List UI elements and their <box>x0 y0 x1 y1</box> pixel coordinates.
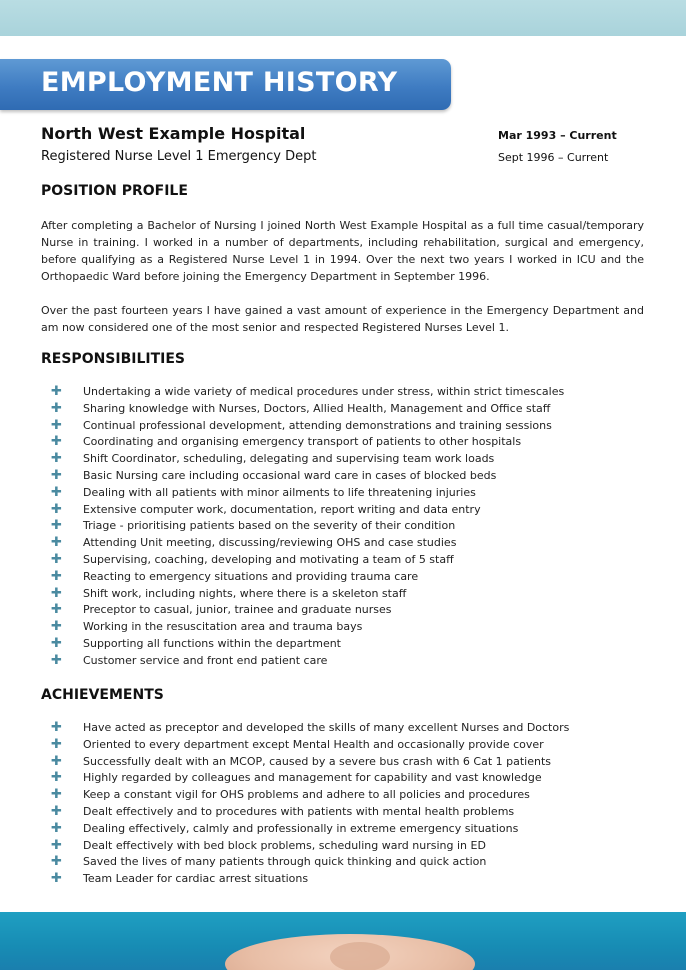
list-item-text: Successfully dealt with an MCOP, caused by a severe bus crash with 6 Cat 1 patients <box>83 754 552 768</box>
list-item <box>0 502 686 519</box>
list-item <box>0 401 686 418</box>
list-item-text: Shift work, including nights, where there is a skeleton staff <box>83 586 407 600</box>
plus-bullet-icon: ✚ <box>51 854 62 870</box>
list-item <box>0 619 686 636</box>
plus-bullet-icon: ✚ <box>51 820 62 836</box>
list-item-text: Customer service and front end patient care <box>83 653 328 667</box>
list-item <box>0 384 686 401</box>
employment-dates: Mar 1993 – Current <box>498 129 617 142</box>
list-item-text: Dealt effectively and to procedures with patients with mental health problems <box>83 804 515 818</box>
employer-name: North West Example Hospital <box>41 124 306 143</box>
list-item <box>0 602 686 619</box>
plus-bullet-icon: ✚ <box>51 871 62 887</box>
list-item-text: Shift Coordinator, scheduling, delegating and supervising team work loads <box>83 452 495 466</box>
profile-paragraph: Over the past fourteen years I have gained a vast amount of experience in the Emergency Department and am now considered one of the most senior and respected Registered Nurses Level 1. <box>41 304 644 334</box>
section-banner <box>0 59 451 110</box>
plus-bullet-icon: ✚ <box>51 753 62 769</box>
list-item-text: Highly regarded by colleagues and management for capability and vast knowledge <box>83 771 542 785</box>
job-role: Registered Nurse Level 1 Emergency Dept <box>41 149 317 164</box>
top-decorative-band <box>0 0 686 36</box>
plus-bullet-icon: ✚ <box>51 585 62 601</box>
list-item-text: Keep a constant vigil for OHS problems and adhere to all policies and procedures <box>83 788 530 802</box>
list-item-text: Basic Nursing care including occasional ward care in cases of blocked beds <box>83 468 497 482</box>
profile-paragraph: After completing a Bachelor of Nursing I joined North West Example Hospital as a full time casual/temporary Nurse in training. I worked in a number of departments, including rehabilitation, surgical and emergency, before qualifying as a Registered Nurse Level 1 in 1994. Over the next two years I worked in ICU and the Orthopaedic Ward before joining the Emergency Department in September 1996. <box>41 219 644 283</box>
plus-bullet-icon: ✚ <box>51 535 62 551</box>
list-item-text: Continual professional development, attending demonstrations and training sessions <box>83 418 552 432</box>
list-item-text: Oriented to every department except Mental Health and occasionally provide cover <box>83 737 544 751</box>
list-item <box>0 485 686 502</box>
list-item-text: Working in the resuscitation area and trauma bays <box>83 620 363 634</box>
plus-bullet-icon: ✚ <box>51 551 62 567</box>
plus-bullet-icon: ✚ <box>51 736 62 752</box>
list-item-text: Sharing knowledge with Nurses, Doctors, Allied Health, Management and Office staff <box>83 401 551 415</box>
responsibilities-heading: RESPONSIBILITIES <box>41 351 186 367</box>
list-item-text: Dealing with all patients with minor ailments to life threatening injuries <box>83 485 476 499</box>
list-item <box>0 770 686 787</box>
plus-bullet-icon: ✚ <box>51 417 62 433</box>
plus-bullet-icon: ✚ <box>51 400 62 416</box>
list-item-text: Dealing effectively, calmly and professionally in extreme emergency situations <box>83 821 519 835</box>
list-item <box>0 854 686 871</box>
achievements-list <box>0 720 686 888</box>
list-item-text: Have acted as preceptor and developed the skills of many excellent Nurses and Doctors <box>83 721 570 734</box>
plus-bullet-icon: ✚ <box>51 568 62 584</box>
list-item <box>0 804 686 821</box>
list-item <box>0 552 686 569</box>
list-item-text: Attending Unit meeting, discussing/reviewing OHS and case studies <box>83 536 457 550</box>
plus-bullet-icon: ✚ <box>51 837 62 853</box>
list-item <box>0 838 686 855</box>
list-item <box>0 653 686 670</box>
plus-bullet-icon: ✚ <box>51 770 62 786</box>
plus-bullet-icon: ✚ <box>51 484 62 500</box>
list-item-text: Dealt effectively with bed block problems, scheduling ward nursing in ED <box>83 838 486 852</box>
list-item <box>0 871 686 888</box>
list-item <box>0 787 686 804</box>
list-item-text: Reacting to emergency situations and providing trauma care <box>83 569 419 583</box>
role-dates: Sept 1996 – Current <box>498 151 609 164</box>
plus-bullet-icon: ✚ <box>51 602 62 618</box>
list-item <box>0 569 686 586</box>
list-item-text: Extensive computer work, documentation, report writing and data entry <box>83 502 481 516</box>
plus-bullet-icon: ✚ <box>51 803 62 819</box>
plus-bullet-icon: ✚ <box>51 434 62 450</box>
list-item <box>0 418 686 435</box>
plus-bullet-icon: ✚ <box>51 501 62 517</box>
list-item <box>0 720 686 737</box>
achievements-heading: ACHIEVEMENTS <box>41 687 164 703</box>
plus-bullet-icon: ✚ <box>51 635 62 651</box>
list-item <box>0 586 686 603</box>
list-item <box>0 518 686 535</box>
plus-bullet-icon: ✚ <box>51 652 62 668</box>
list-item-text: Undertaking a wide variety of medical procedures under stress, within strict timescales <box>83 385 565 398</box>
list-item <box>0 468 686 485</box>
plus-bullet-icon: ✚ <box>51 619 62 635</box>
list-item-text: Team Leader for cardiac arrest situations <box>83 872 309 886</box>
position-profile-heading: POSITION PROFILE <box>41 183 188 199</box>
banner-title: EMPLOYMENT HISTORY <box>41 67 398 98</box>
list-item <box>0 535 686 552</box>
list-item <box>0 451 686 468</box>
plus-bullet-icon: ✚ <box>51 518 62 534</box>
plus-bullet-icon: ✚ <box>51 467 62 483</box>
list-item-text: Triage - prioritising patients based on the severity of their condition <box>83 519 456 533</box>
plus-bullet-icon: ✚ <box>51 720 62 735</box>
footer-hands-image <box>0 912 686 970</box>
list-item-text: Saved the lives of many patients through quick thinking and quick action <box>83 855 487 869</box>
list-item-text: Supporting all functions within the department <box>83 636 341 650</box>
list-item <box>0 821 686 838</box>
list-item-text: Coordinating and organising emergency transport of patients to other hospitals <box>83 435 522 449</box>
hands-shadow <box>330 942 390 970</box>
plus-bullet-icon: ✚ <box>51 384 62 399</box>
list-item <box>0 636 686 653</box>
list-item <box>0 737 686 754</box>
plus-bullet-icon: ✚ <box>51 787 62 803</box>
plus-bullet-icon: ✚ <box>51 451 62 467</box>
list-item-text: Supervising, coaching, developing and motivating a team of 5 staff <box>83 552 454 566</box>
list-item <box>0 754 686 771</box>
list-item <box>0 434 686 451</box>
list-item-text: Preceptor to casual, junior, trainee and graduate nurses <box>83 603 392 617</box>
responsibilities-list <box>0 384 686 670</box>
